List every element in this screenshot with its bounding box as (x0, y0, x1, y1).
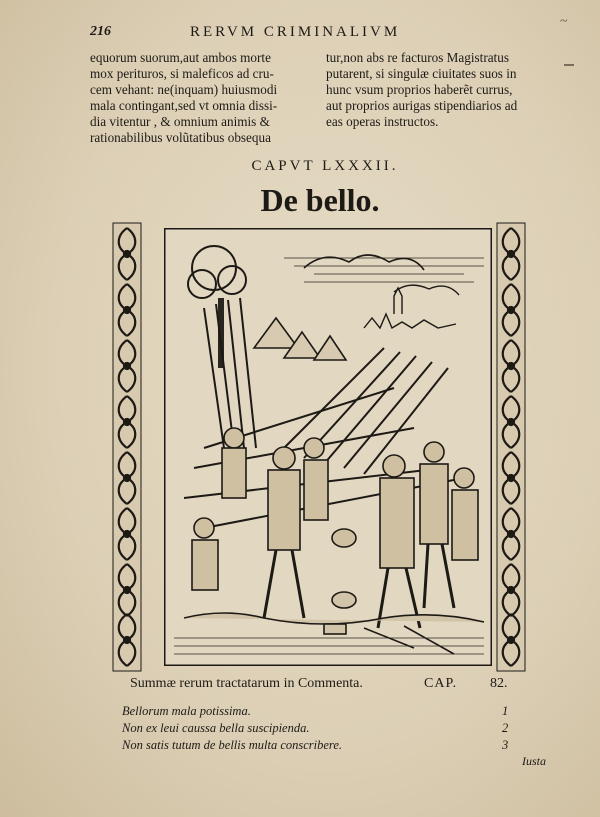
list-item (122, 704, 522, 721)
text-line: putarent, si singulæ ciuitates suos in (326, 66, 517, 81)
text-line: eas operas instructos. (326, 114, 439, 129)
woodcut-illustration-area (112, 222, 526, 672)
summary-item-number: 3 (502, 738, 509, 752)
text-line: equorum suorum,aut ambos morte (90, 50, 271, 65)
summary-item-text: Non satis tutum de bellis multa conscribere. (122, 738, 343, 752)
summary-label: Summæ rerum tractatarum in Commenta. (130, 676, 363, 691)
text-column-left (90, 50, 312, 146)
page-number: 216 (90, 24, 111, 39)
text-line: cem vehant: ne(inquam) huiusmodi (90, 82, 278, 97)
chapter-label: CAPVT LXXXII. (251, 158, 399, 174)
summary-item-text: Non ex leui caussa bella suscipienda. (122, 721, 310, 735)
text-line: tur,non abs re facturos Magistratus (326, 50, 509, 65)
text-line: dia vitentur , & omnium animis & (90, 114, 270, 129)
page-header (90, 24, 560, 46)
text-line: aut proprios aurigas stipendiarios ad (326, 98, 518, 113)
text-line: hunc vsum proprios haberẽt currus, (326, 82, 513, 97)
battle-woodcut (164, 228, 492, 666)
text-column-right (326, 50, 554, 130)
margin-dash-mark (564, 64, 574, 66)
summary-cap-number: 82. (490, 676, 508, 691)
list-item (122, 721, 522, 738)
text-line: mox perituros, si maleficos ad cru- (90, 66, 274, 81)
margin-ink-mark: ~ (560, 14, 568, 29)
ornamental-border-left (112, 222, 142, 672)
catchword: Iusta (522, 754, 546, 768)
summary-item-number: 1 (502, 704, 509, 718)
summary-item-text: Bellorum mala potissima. (122, 704, 251, 718)
ornamental-border-right (496, 222, 526, 672)
summary-item-number: 2 (502, 721, 509, 735)
list-item (122, 738, 522, 755)
running-head: RERVM CRIMINALIVM (190, 24, 401, 40)
summary-cap-label: CAP. (424, 676, 458, 691)
summary-list (122, 704, 522, 755)
text-line: mala contingant,sed vt omnia dissi- (90, 98, 278, 113)
text-line: rationabilibus volũtatibus obsequa (90, 130, 271, 145)
chapter-title: De bello. (260, 182, 380, 218)
